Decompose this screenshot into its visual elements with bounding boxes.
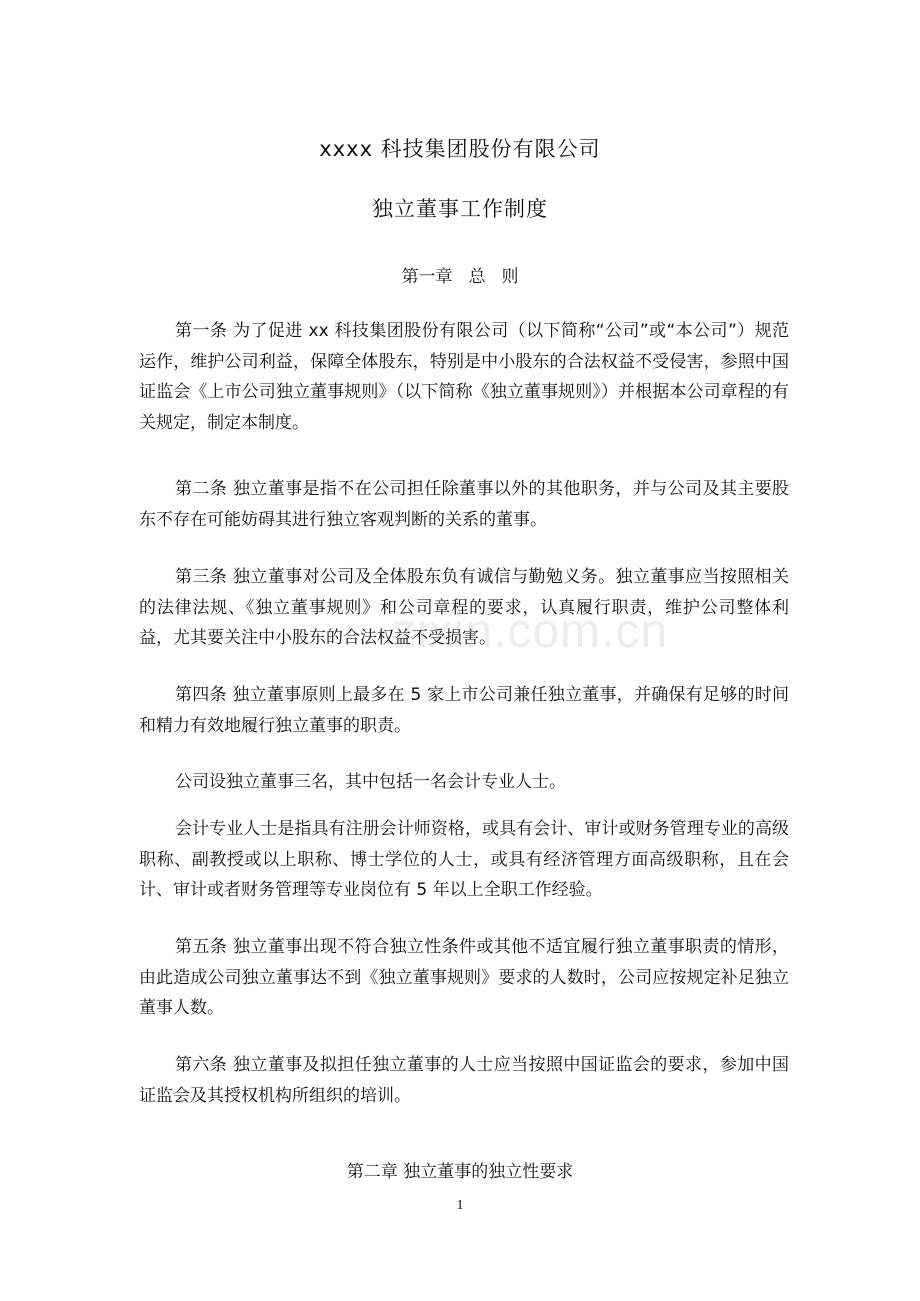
company-title: xxxx 科技集团股份有限公司 — [319, 137, 601, 161]
watermark: zixin.com.cn — [392, 605, 669, 658]
page-number: 1 — [456, 1198, 464, 1213]
document-title: 独立董事工作制度 — [372, 197, 548, 221]
article-3-paragraph: 第三条 独立董事对公司及全体股东负有诚信与勤勉义务。独立董事应当按照相关的法律法规、《独立董事规则》和公司章程的要求，认真履行职责，维护公司整体利益，尤其要关注中小股东的合法权益不受损害。 — [139, 567, 789, 648]
article-5-paragraph: 第五条 独立董事出现不符合独立性条件或其他不适宜履行独立董事职责的情形，由此造成公司独立董事达不到《独立董事规则》要求的人数时，公司应按规定补足独立董事人数。 — [139, 937, 789, 1018]
chapter-1-name-part2: 则 — [501, 267, 519, 287]
chapter-1-name-part1: 总 — [468, 267, 486, 287]
chapter-1-label: 第一章 — [401, 267, 453, 287]
article-2-paragraph: 第二条 独立董事是指不在公司担任除董事以外的其他职务，并与公司及其主要股东不存在可能妨碍其进行独立客观判断的关系的董事。 — [139, 479, 789, 530]
article-6-paragraph: 第六条 独立董事及拟担任独立董事的人士应当按照中国证监会的要求，参加中国证监会及其授权机构所组织的培训。 — [139, 1055, 789, 1106]
chapter-2-heading: 第二章 独立董事的独立性要求 — [346, 1162, 574, 1182]
independent-director-count-paragraph: 公司设独立董事三名，其中包括一名会计专业人士。 — [175, 772, 566, 792]
article-4-paragraph: 第四条 独立董事原则上最多在 5 家上市公司兼任独立董事，并确保有足够的时间和精力有效地履行独立董事的职责。 — [139, 685, 789, 736]
chapter-1-heading — [0, 262, 920, 287]
article-1-paragraph: 第一条 为了促进 xx 科技集团股份有限公司（以下简称“公司”或“本公司”）规范运作，维护公司利益，保障全体股东，特别是中小股东的合法权益不受侵害，参照中国证监会《上市公司独立董事规则》（以下简称《独立董事规则》）并根据本公司章程的有关规定，制定本制度。 — [139, 321, 789, 433]
accounting-professional-paragraph: 会计专业人士是指具有注册会计师资格，或具有会计、审计或财务管理专业的高级职称、副教授或以上职称、博士学位的人士，或具有经济管理方面高级职称，且在会计、审计或者财务管理等专业岗位有 5 年以上全职工作经验。 — [139, 819, 789, 900]
